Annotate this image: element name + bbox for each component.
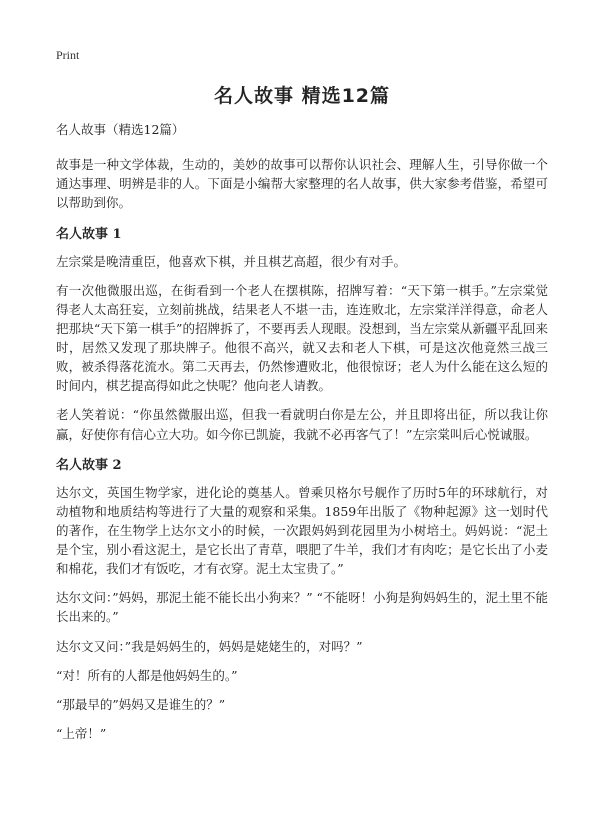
story-1-paragraph-1: 左宗棠是晚清重臣，他喜欢下棋，并且棋艺高超，很少有对手。: [56, 253, 407, 269]
document-subtitle: 名人故事（精选12篇）: [56, 122, 185, 137]
section-heading-1: 名人故事 1: [56, 226, 122, 242]
story-1-paragraph-2: 有一次他微服出巡，在街看到一个老人在摆棋陈，招牌写着：“天下第一棋手。”左宗棠觉得老人太高狂妄，立刻前挑战，结果老人不堪一击，连连败北，左宗棠洋洋得意，命老人把那块“天下第一棋手”的招牌拆了，不要再丢人现眼。没想到，当左宗棠从新疆平乱回来时，居然又发现了那块牌子。他很不高兴，就又去和老人下棋，可是这次他竟然三战三败，被杀得落花流水。第二天再去，仍然惨遭败北，他很惊讶；老人为什么能在这么短的时间内，棋艺提高得如此之快呢？他向老人请教。: [56, 282, 548, 394]
story-2-paragraph-4: “对！所有的人都是他妈妈生的。”: [56, 667, 238, 683]
print-link[interactable]: Print: [56, 48, 80, 62]
section-heading-2: 名人故事 2: [56, 457, 122, 473]
story-1-paragraph-3: 老人笑着说：“你虽然微服出巡，但我一看就明白你是左公，并且即将出征，所以我让你赢，好使你有信心立大功。如今你已凯旋，我就不必再客气了！”左宗棠叫后心悦诚服。: [56, 407, 548, 442]
story-2-paragraph-2: 达尔文问：”妈妈，那泥土能不能长出小狗来？” “不能呀！小狗是狗妈妈生的，泥土里不能长出来的。”: [56, 590, 548, 625]
story-2-paragraph-1: 达尔文，英国生物学家，进化论的奠基人。曾乘贝格尔号舰作了历时5年的环球航行，对动植物和地质结构等进行了大量的观察和采集。1859年出版了《物种起源》这一划时代的著作，在生物学上达尔文小的时候，一次跟妈妈到花园里为小树培土。妈妈说：“泥土是个宝，别小看这泥土，是它长出了青草，喂肥了牛羊，我们才有肉吃；是它长出了小麦和棉花，我们才有饭吃，才有衣穿。泥土太宝贵了。”: [56, 484, 548, 577]
story-2-paragraph-6: “上帝！”: [56, 725, 107, 741]
story-2-paragraph-3: 达尔文又问：”我是妈妈生的，妈妈是姥姥生的，对吗？”: [56, 638, 363, 654]
intro-paragraph: 故事是一种文学体裁，生动的，美妙的故事可以帮你认识社会、理解人生，引导你做一个通达事理、明辨是非的人。下面是小编帮大家整理的名人故事，供大家参考借鉴，希望可以帮助到你。: [56, 157, 548, 211]
story-2-paragraph-5: “那最早的”妈妈又是谁生的？”: [56, 696, 226, 712]
page-title: 名人故事 精选12篇: [213, 85, 391, 107]
